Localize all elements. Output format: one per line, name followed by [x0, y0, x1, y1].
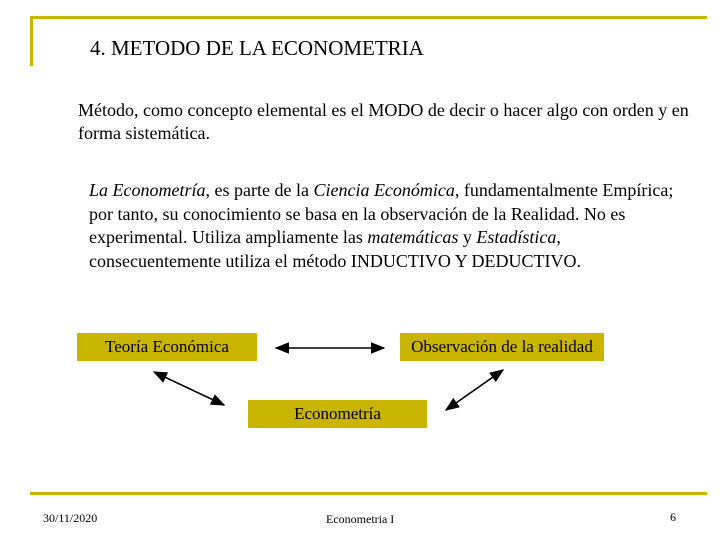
footer-course-name: Econometria I	[326, 512, 395, 526]
text-segment: es parte de la	[210, 180, 314, 200]
footer-date: 30/11/2020	[43, 511, 98, 525]
observacion-realidad-box: Observación de la realidad	[400, 333, 604, 361]
slide-title: 4. METODO DE LA ECONOMETRIA	[90, 36, 424, 60]
text-segment: consecuentemente utiliza el método INDUCTIVO Y DEDUCTIVO.	[89, 250, 582, 271]
double-arrow-teoria-econometria	[154, 372, 224, 405]
econometria-box: Econometría	[248, 400, 427, 428]
text-segment: y	[458, 227, 477, 247]
text-econometria: La Econometría,	[89, 180, 210, 200]
double-arrow-observacion-econometria	[446, 370, 503, 410]
text-estadistica: Estadística,	[476, 227, 561, 247]
teoria-economica-box: Teoría Económica	[77, 333, 257, 361]
method-definition-paragraph: Método, como concepto elemental es el MODO de decir o hacer algo con orden y en forma sistemática.	[78, 100, 689, 143]
text-segment: , fundamentalmente Empírica; por tanto, su conocimiento se basa en la observación de la Realidad. No es experimental. Utiliza ampliamente las	[89, 180, 674, 247]
text-ciencia-economica: Ciencia Económica	[313, 180, 455, 200]
footer-page-number: 6	[670, 510, 676, 524]
text-matematicas: matemáticas	[367, 227, 459, 247]
